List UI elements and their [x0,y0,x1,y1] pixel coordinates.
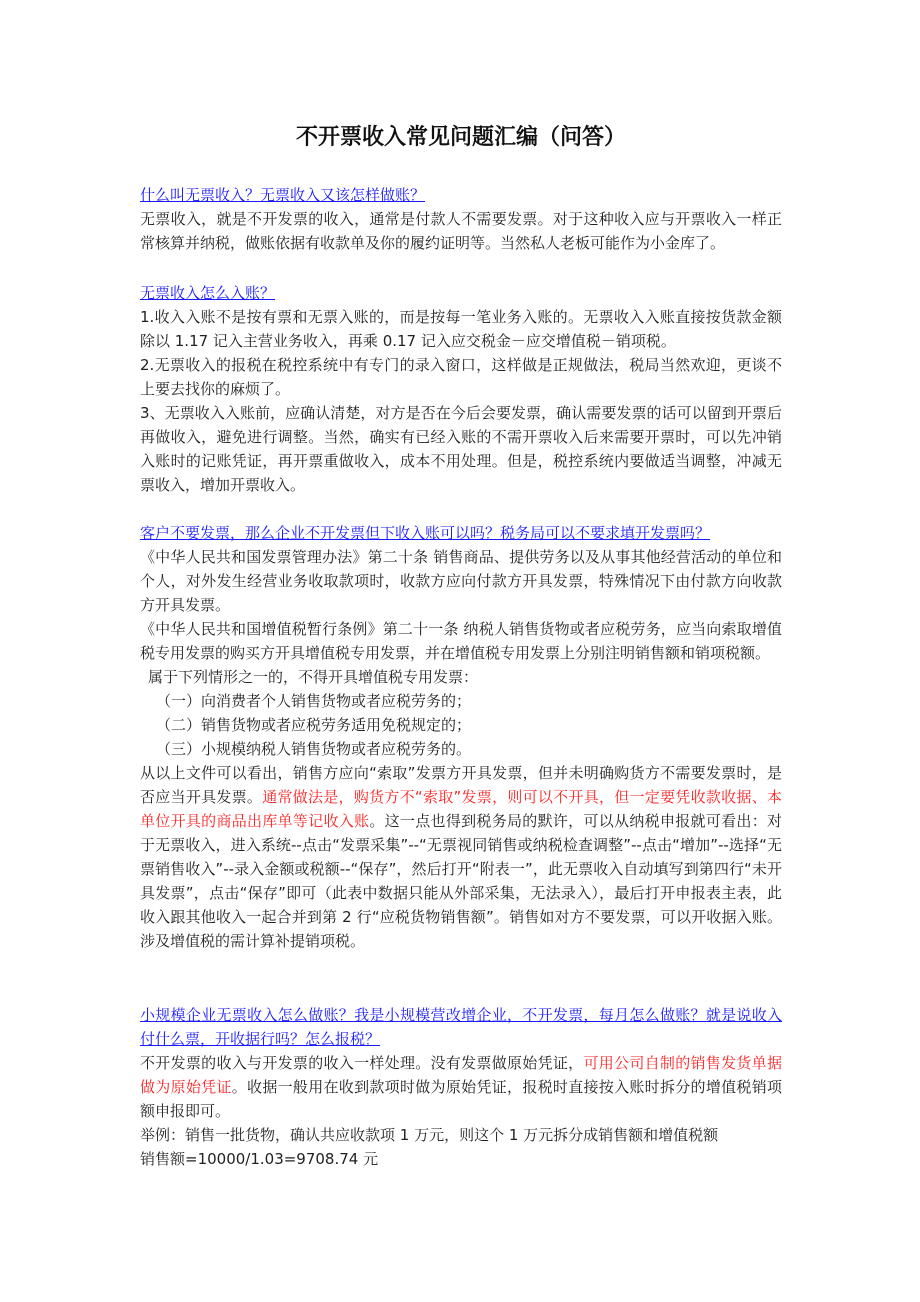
list-item: （一）向消费者个人销售货物或者应税劳务的； [156,692,472,710]
paragraph: 2.无票收入的报税在税控系统中有专门的录入窗口，这样做是正规做法，税局当然欢迎，更谈不上要去找你的麻烦了。 [140,356,782,398]
paragraph [140,761,782,953]
highlighted-text: 可用公司自制的销售发货单据做为原始凭证 [140,1054,782,1096]
paragraph: 《中华人民共和国发票管理办法》第二十条 销售商品、提供劳务以及从事其他经营活动的单位和个人，对外发生经营业务收取款项时，收款方应向付款方开具发票，特殊情况下由付款方向收款方开具发票。 [140,548,782,614]
section-4 [140,1003,782,1171]
paragraph: 销售额=10000/1.03=9708.74 元 [140,1150,379,1168]
section-1 [140,183,782,255]
highlighted-text: 通常做法是，购货方不“索取”发票，则可以不开具，但一定要凭收款收据、本单位开具的商品出库单等记收入账 [140,788,782,830]
text-run: 从以上文件可以看出，销售方应向“索取”发票方开具发票，但并未明确购货方不需要发票时，是否应当开具发票。 [140,764,782,806]
text-run: 不开发票的收入与开发票的收入一样处理。没有发票做原始凭证， [140,1054,584,1072]
list-item: （二）销售货物或者应税劳务适用免税规定的； [156,716,472,734]
text-run: 。收据一般用在收到款项时做为原始凭证，报税时直接按入账时拆分的增值税销项额申报即可。 [140,1078,782,1120]
paragraph: 1.收入入账不是按有票和无票入账的，而是按每一笔业务入账的。无票收入入账直接按货款金额除以 1.17 记入主营业务收入，再乘 0.17 记入应交税金－应交增值税－销项税。 [140,308,782,350]
paragraph: 《中华人民共和国增值税暂行条例》第二十一条 纳税人销售货物或者应税劳务，应当向索取增值税专用发票的购买方开具增值税专用发票，并在增值税专用发票上分别注明销售额和销项税额。 [140,620,782,662]
section-heading-link[interactable]: 小规模企业无票收入怎么做账？我是小规模营改增企业，不开发票，每月怎么做账？就是说收入付什么票，开收据行吗？怎么报税？ [140,1006,782,1048]
list-item: （三）小规模纳税人销售货物或者应税劳务的。 [156,740,472,758]
paragraph: 举例：销售一批货物，确认共应收款项 1 万元，则这个 1 万元拆分成销售额和增值税额 [140,1126,719,1144]
section-heading-link[interactable]: 客户不要发票，那么企业不开发票但下收入账可以吗？税务局可以不要求填开发票吗？ [140,524,711,542]
text-run: 。这一点也得到税务局的默许，可以从纳税申报就可看出：对于无票收入，进入系统--点击“发票采集”--“无票视同销售或纳税检查调整”--点击“增加”--选择“无票销售收入”--录入金额或税额--“保存”，然后打开“附表一”，此无票收入自动填写到第四行“未开具发票”，点击“保存”即可（此表中数据只能从外部采集，无法录入），最后打开申报表主表，此收入跟其他收入一起合并到第 2 行“应税货物销售额”。销售如对方不要发票，可以开收据入账。涉及增值税的需计算补提销项税。 [140,812,782,950]
paragraph: 3、无票收入入账前，应确认清楚，对方是否在今后会要发票，确认需要发票的话可以留到开票后再做收入，避免进行调整。当然，确实有已经入账的不需开票收入后来需要开票时，可以先冲销入账时的记账凭证，再开票重做收入，成本不用处理。但是，税控系统内要做适当调整，冲减无票收入，增加开票收入。 [140,404,782,494]
paragraph: 无票收入，就是不开发票的收入，通常是付款人不需要发票。对于这种收入应与开票收入一样正常核算并纳税，做账依据有收款单及你的履约证明等。当然私人老板可能作为小金库了。 [140,210,782,252]
document-title: 不开票收入常见问题汇编（问答） [295,125,626,150]
section-2 [140,281,782,497]
section-heading-link[interactable]: 什么叫无票收入？无票收入又该怎样做账？ [140,186,426,204]
paragraph [140,1051,782,1123]
paragraph: 属于下列情形之一的，不得开具增值税专用发票： [148,668,479,686]
section-heading-link[interactable]: 无票收入怎么入账？ [140,284,276,302]
section-3 [140,521,782,953]
